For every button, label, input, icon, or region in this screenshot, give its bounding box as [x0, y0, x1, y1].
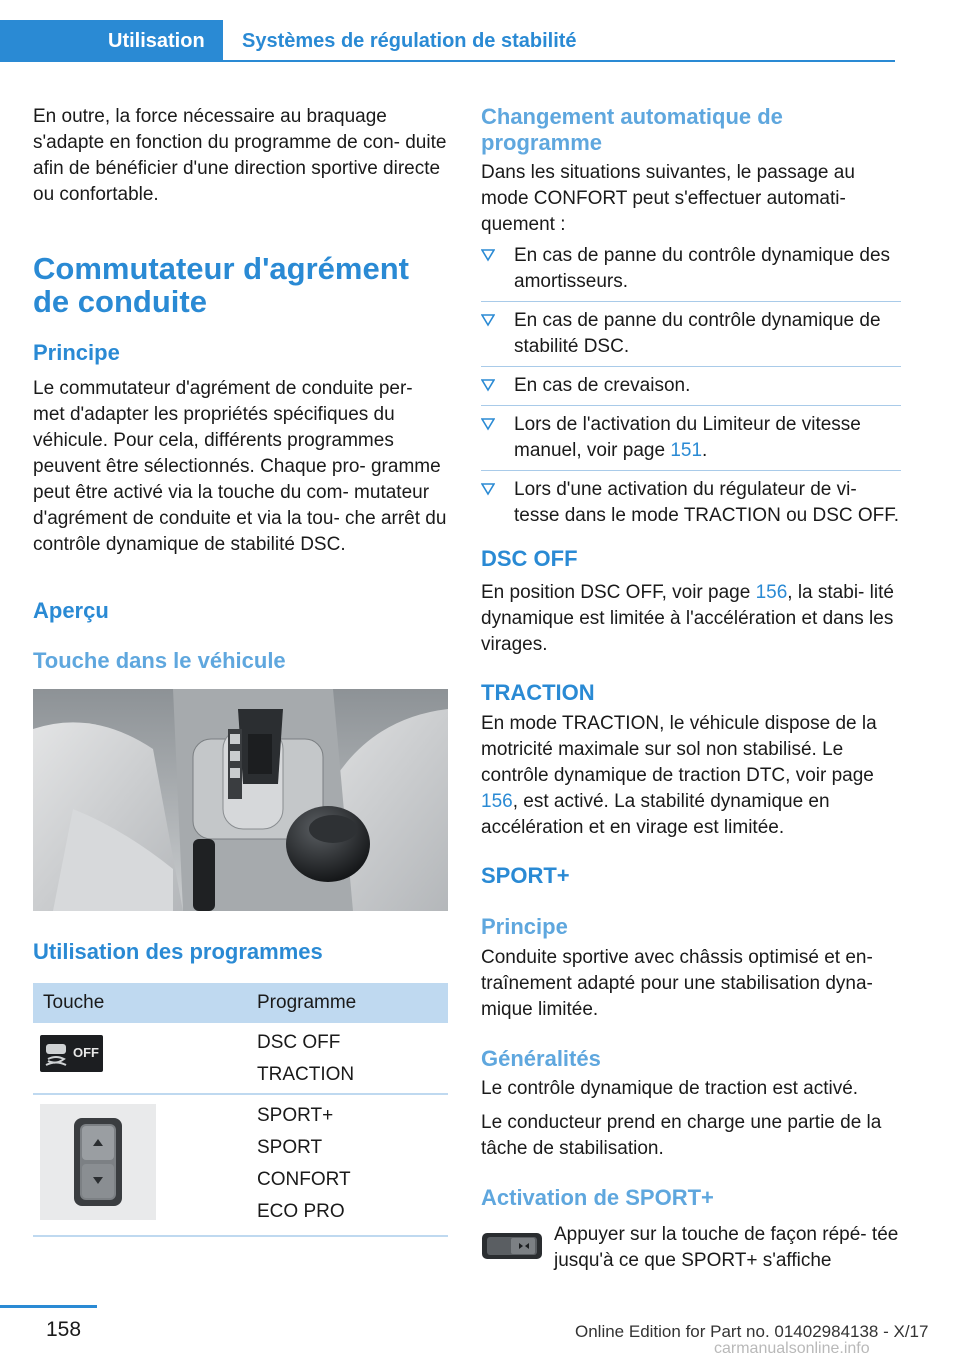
program-list	[257, 1100, 351, 1228]
program-item: DSC OFF	[257, 1032, 341, 1053]
programs-table	[33, 983, 448, 1237]
program-item: SPORT	[257, 1137, 323, 1158]
off-label: OFF	[73, 1045, 99, 1060]
traction-heading: TRACTION	[481, 680, 595, 705]
triangle-bullet-icon	[481, 378, 495, 392]
touche-heading: Touche dans le véhicule	[33, 648, 286, 673]
dsc-off-button-icon	[40, 1035, 103, 1072]
switch-button-icon	[481, 1230, 543, 1262]
edition-note: Online Edition for Part no. 01402984138 - X/17	[575, 1322, 929, 1341]
page-header	[0, 20, 895, 62]
vehicle-console-photo	[33, 689, 448, 911]
col-programme-header: Programme	[257, 992, 357, 1013]
program-item: TRACTION	[257, 1064, 355, 1085]
sport-plus-heading: SPORT+	[481, 863, 570, 888]
auto-change-heading: Changement automatique de programme	[481, 104, 783, 155]
table-header	[33, 983, 448, 1023]
principe-heading: Principe	[33, 340, 120, 365]
page-number: 158	[46, 1318, 82, 1341]
activation-paragraph: Appuyer sur la touche de façon répé‐ tée jusqu'à ce que SPORT+ s'affiche	[554, 1224, 899, 1271]
program-item: ECO PRO	[257, 1201, 345, 1222]
auto-change-list	[481, 243, 901, 529]
sport-principe-heading: Principe	[481, 914, 568, 939]
header-rule	[0, 60, 895, 62]
section-title[interactable]: Systèmes de régulation de stabilité	[242, 30, 577, 52]
page-link-151[interactable]: 151	[670, 440, 703, 461]
list-item: En cas de panne du contrôle dynamique de stabilité DSC.	[481, 302, 901, 367]
triangle-bullet-icon	[481, 248, 495, 262]
list-item: En cas de crevaison.	[481, 367, 901, 406]
rocker-switch-icon	[40, 1104, 156, 1220]
chapter-tab[interactable]: Utilisation	[0, 20, 223, 62]
dsc-off-paragraph: En position DSC OFF, voir page 156, la stabi‐ lité dynamique est limitée à l'accélération et dans les virages.	[481, 582, 894, 655]
watermark: carmanualsonline.info	[714, 1340, 870, 1357]
list-item: En cas de panne du contrôle dynamique des amortisseurs.	[481, 243, 901, 302]
list-item: Lors de l'activation du Limiteur de vitesse manuel, voir page 151.	[481, 406, 901, 471]
dsc-off-heading: DSC OFF	[481, 546, 578, 571]
auto-change-paragraph: Dans les situations suivantes, le passage au mode CONFORT peut s'effectuer automati‐ quement :	[481, 162, 855, 235]
apercu-heading: Aperçu	[33, 598, 109, 623]
triangle-bullet-icon	[481, 417, 495, 431]
intro-paragraph: En outre, la force nécessaire au braquage s'adapte en fonction du programme de con‐ duite afin de bénéficier d'une direction sportive directe ou confortable.	[33, 106, 447, 205]
console-illustration	[33, 689, 448, 911]
utilisation-heading: Utilisation des programmes	[33, 939, 323, 964]
driving-experience-switch-icon	[40, 1104, 156, 1220]
triangle-bullet-icon	[481, 313, 495, 327]
col-touche-header: Touche	[43, 992, 105, 1013]
activation-heading: Activation de SPORT+	[481, 1185, 714, 1210]
program-item: CONFORT	[257, 1169, 351, 1190]
program-list	[257, 1027, 354, 1091]
generalites-paragraph-2: Le conducteur prend en charge une partie de la tâche de stabilisation.	[481, 1112, 882, 1159]
generalites-paragraph-1: Le contrôle dynamique de traction est activé.	[481, 1078, 859, 1099]
list-item: Lors d'une activation du régulateur de vi‐ tesse dans le mode TRACTION ou DSC OFF.	[481, 471, 901, 529]
footer-rule	[0, 1305, 97, 1308]
page-link-156[interactable]: 156	[481, 791, 513, 812]
sport-principe-paragraph: Conduite sportive avec châssis optimisé et en‐ traînement adapté pour une stabilisation dyna‐ mique limitée.	[481, 947, 873, 1020]
traction-paragraph: En mode TRACTION, le véhicule dispose de la motricité maximale sur sol non stabilisé. Le contrôle dynamique de traction DTC, voir page 156, est activé. La stabilité dynamique en accélération et en virage est limitée.	[481, 713, 877, 838]
principe-paragraph: Le commutateur d'agrément de conduite per‐ met d'adapter les propriétés spécifiques du véhicule. Pour cela, différents programmes peuvent être sélectionnés. Chaque pro‐ gramme peut être activé via la touche du com‐ mutateur d'agrément de conduite et via la tou‐ che arrêt du contrôle dynamique de stabilité DSC.	[33, 378, 447, 555]
rocker-button-icon	[481, 1230, 543, 1262]
table-row	[33, 1023, 448, 1095]
chapter-heading: Commutateur d'agrément de conduite	[33, 251, 409, 319]
triangle-bullet-icon	[481, 482, 495, 496]
program-item: SPORT+	[257, 1105, 334, 1126]
generalites-heading: Généralités	[481, 1046, 601, 1071]
page-link-156[interactable]: 156	[755, 582, 788, 603]
table-row	[33, 1095, 448, 1237]
